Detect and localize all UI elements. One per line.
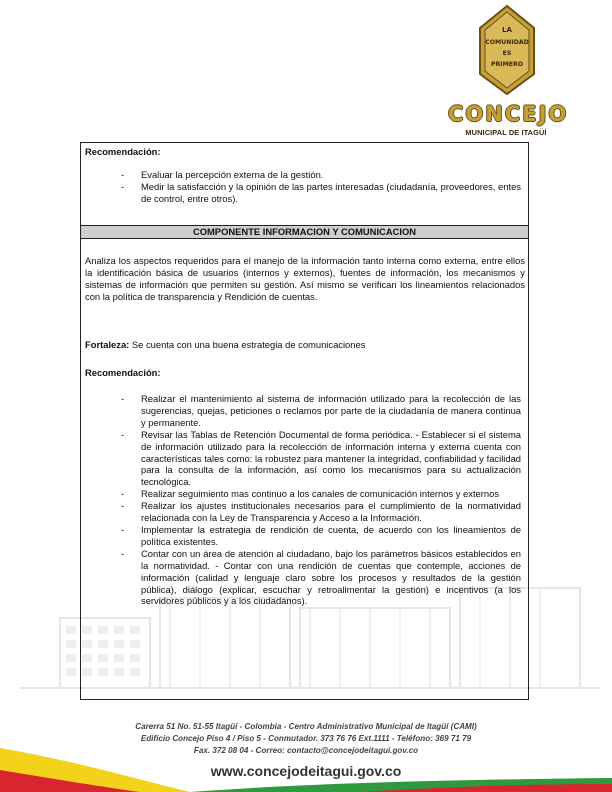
concejo-logo [448,4,569,146]
list-item: - Revisar las Tablas de Retención Documental de forma periódica. - Establecer si el sistema de información utilizado para la recolección de información interna y externa cuenta con características tales como: la robustez para mantener la integridad, confiabilidad y facilidad para la consulta de la información, así como los mecanismos para su actualización tecnológica. [121,429,521,489]
list-item: - Contar con un área de atención al ciudadano, bajo los parámetros básicos establecidos en la normatividad. - Contar con una rendición de cuentas que contemple, acciones de información (calidad y lenguaje claro sobre los procesos y resultados de la gestión pública), diálogo (explicar, escuchar y retroalimentar la gestión) e incentivos (a los servidores públicos y a los ciudadanos). [121,548,521,608]
section-title-bar: COMPONENTE INFORMACION Y COMUNICACION [81,225,528,239]
intro-paragraph: Analiza los aspectos requeridos para el manejo de la información tanto interna como externa, entre ellos la identificación básica de usuarios (internos y externos), fuentes de información, los mecanismos y sistemas de información que permiten su gestión. Así mismo se verifican los lineamientos relacionados con la política de transparencia y Rendición de cuentas. [85,255,525,302]
logo-subtitle: MUNICIPAL DE ITAGÜÍ [465,128,547,137]
recommendation-heading-1: Recomendación: [85,146,161,157]
seal-line-3: ES [502,50,512,57]
recommendation-list-1 [121,169,521,205]
footer-phone: Edificio Concejo Piso 4 / Piso 5 - Conmutador. 373 76 76 Ext.1111 - Teléfono: 369 71 79 [140,734,472,743]
strength-paragraph [85,339,525,351]
seal-line-1: LA [502,26,512,34]
seal-line-4: PRIMERO [490,61,524,68]
color-stripes [0,740,612,792]
seal-icon [474,4,540,96]
document-table [80,142,529,700]
strength-text: Se cuenta con una buena estrategia de comunicaciones [129,339,366,350]
logo-wordmark: CONCEJO [448,102,569,126]
footer-email: Fax. 372 08 04 - Correo: contacto@concejodeitagui.gov.co [193,746,419,755]
footer-website: www.concejodeitagui.gov.co [210,763,402,779]
list-item: - Realizar los ajustes institucionales necesarios para el cumplimiento de la normatividad relacionada con la Ley de Transparencia y Acceso a la Información. [121,500,521,524]
strength-label: Fortaleza: [85,339,130,350]
footer-address: Carerra 51 No. 51-55 Itagüí - Colombia - Centro Administrativo Municipal de Itagüí (CAMI) [135,722,477,731]
list-item: - Realizar seguimiento mas continuo a los canales de comunicación internos y externos [121,488,521,500]
seal-line-2: COMUNIDAD [485,39,529,46]
list-item: - Implementar la estrategia de rendición de cuenta, de acuerdo con los lineamientos de política existentes. [121,524,521,548]
recommendation-heading-2: Recomendación: [85,367,161,378]
list-item: - Realizar el mantenimiento al sistema de información utilizado para la recolección de las sugerencias, quejas, peticiones o reclamos por parte de la ciudadanía de manera continua y permanente. [121,393,521,429]
list-item: - Medir la satisfacción y la opinión de las partes interesadas (ciudadanía, proveedores, entes de control, entre otros). [121,181,521,205]
recommendation-list-2 [121,393,521,607]
list-item: - Evaluar la percepción externa de la gestión. [121,169,521,181]
